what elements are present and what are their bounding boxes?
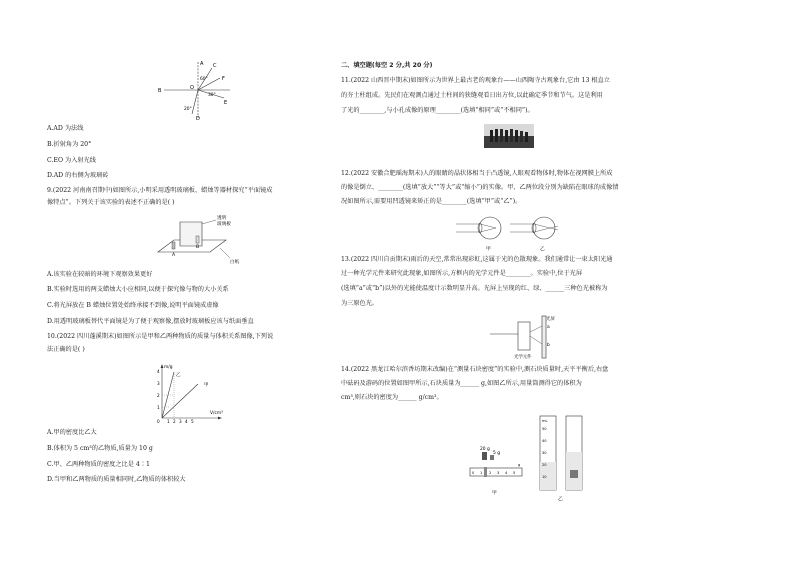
scale-tick: 1	[480, 471, 483, 475]
candle-B-label: B	[196, 245, 200, 250]
scale-unit: g	[518, 463, 521, 467]
element-label: 光学元件	[514, 355, 532, 360]
q13-line4: 为三原色光。	[341, 300, 379, 307]
balance-scale-figure	[466, 444, 526, 496]
q10-option-a: A.甲的密度比乙大	[47, 429, 97, 436]
q8-option-b: B.折射角为 20°	[47, 141, 92, 148]
graph-series-a: 甲	[204, 383, 209, 388]
point-b: b	[547, 343, 550, 348]
scale-tick: 5	[513, 471, 516, 475]
y-tick: 3	[157, 381, 160, 386]
point-a: a	[547, 325, 550, 330]
q12-line3: 况如图所示,需要用凹透镜来矫正的是________(选填“甲”或“乙”)。	[341, 198, 522, 205]
q11-line1: 11.(2022 山西晋中期末)如图所示为世界上最古老的观象台——山西陶寺古观象台,它由 13 根直立	[341, 77, 610, 84]
q9-option-d: D.用透明玻璃板替代平面镜是为了便于观察像,摆放时玻璃板应该与纸面垂直	[47, 318, 254, 325]
label-D: D	[196, 116, 200, 120]
section-title: 二、填空题(每空 2 分,共 20 分)	[341, 62, 433, 69]
label-30: 30°	[208, 93, 216, 98]
y-tick: 1	[157, 405, 160, 410]
eye-label-a: 甲	[486, 247, 491, 252]
q14-line1: 14.(2022 黑龙江哈尔滨香坊期末改编)在“测量石块密度”的实验中,测石块质量时,天平平衡后,右盘	[341, 366, 609, 373]
cyl-unit: mL	[542, 419, 548, 423]
graph-series-b: 乙	[176, 373, 181, 378]
label-B: B	[158, 88, 162, 94]
origin-label: 0	[157, 419, 160, 424]
q13-line1: 13.(2022 四川自贡期末)雨后的天空,常常出现彩虹,这属于光的色散现象。我们通常让一束太阳光通	[341, 256, 613, 263]
x-tick: 2	[173, 419, 176, 424]
q11-line3: 了光的________,与小孔成像的原理________(选填“相同”或“不相同”)。	[341, 107, 534, 114]
x-tick: 4	[185, 419, 188, 424]
plane-mirror-figure	[150, 214, 250, 266]
q13-line2: 过一种光学元件来研究此现象,如图所示,方框内的光学元件是________。实验中,位于光屏	[341, 270, 583, 277]
q8-option-d: D.AD 的右侧为玻璃砖	[47, 172, 109, 179]
observatory-photo	[484, 124, 534, 148]
paper-label: 白纸	[230, 260, 240, 265]
scale-tick: 4	[505, 471, 508, 475]
candle-A-label: A	[172, 253, 176, 258]
cyl-tick: 40	[542, 439, 547, 443]
label-20: 20°	[184, 107, 192, 112]
y-tick: 4	[157, 369, 160, 374]
graph-ylabel: m/g	[164, 365, 173, 370]
refraction-angle-figure	[150, 58, 240, 120]
q12-line1: 12.(2022 安徽合肥瑶海期末)人的眼睛的晶状体相当于凸透镜,人眼观看物体时,物体在视网膜上所成	[341, 170, 613, 177]
scale-tick: 0	[472, 471, 475, 475]
q9-option-b: B.实验时选用的两支蜡烛大小应相同,以便于探究像与物的大小关系	[47, 286, 229, 293]
q8-option-a: A.AD 为法线	[47, 125, 84, 132]
q10-option-b: B.体积为 5 cm³的乙物质,质量为 10 g	[47, 445, 153, 452]
cyl-tick: 30	[542, 451, 547, 455]
weight-20g: 20 g	[480, 447, 490, 452]
eye-defect-figure	[452, 210, 572, 252]
cyl-tick: 50	[542, 427, 547, 431]
label-A: A	[200, 61, 204, 67]
fig-label-a: 甲	[492, 491, 497, 496]
label-E: E	[224, 100, 228, 106]
q10-stem-line2: 法正确的是( )	[47, 346, 85, 353]
q10-option-d: D.当甲和乙两物质的质量相同时,乙物质的体积较大	[47, 476, 186, 483]
eye-label-b: 乙	[540, 247, 545, 252]
label-C: C	[213, 63, 217, 69]
weight-5g: 5 g	[493, 451, 500, 456]
q11-line2: 的夯土柱组成。先民们在观测点通过土柱间的狭缝观看日出方位,以此确定季节和节气。这是利用	[341, 92, 603, 99]
q9-stem-line2: 像特点”。下列关于该实验的表述不正确的是( )	[47, 199, 175, 206]
x-tick: 1	[167, 419, 170, 424]
x-tick: 3	[179, 419, 182, 424]
label-60: 60°	[200, 77, 208, 82]
q14-line2: 中砝码及游码的位置如图甲所示,石块质量为______ g,如图乙所示,用量筒测得它的体积为	[341, 380, 582, 387]
dispersion-figure	[488, 314, 558, 360]
label-O: O	[190, 85, 194, 91]
graduated-cylinder-figure	[534, 412, 594, 502]
q14-line3: cm³,则石块的密度为______ g/cm³。	[341, 394, 443, 401]
scale-tick: 2	[489, 471, 492, 475]
mass-volume-graph	[150, 362, 235, 424]
q9-option-a: A.该实验在较暗的环境下观察效果更好	[47, 271, 153, 278]
glass-label-1: 透明	[217, 216, 227, 221]
screen-label: 光屏	[546, 317, 555, 322]
q10-option-c: C.甲、乙两种物质的密度之比是 4∶1	[47, 461, 150, 468]
x-tick: 5	[191, 419, 194, 424]
q9-option-c: C.将光屏放在 B 蜡烛位置处始终承接不到像,说明平面镜成虚像	[47, 302, 219, 309]
glass-label-2: 玻璃板	[217, 222, 231, 227]
fig-label-b: 乙	[558, 497, 563, 502]
q10-stem-line1: 10.(2022 四川蓬溪期末)如图所示是甲和乙两种物质的质量与体积关系图像,下列说	[47, 333, 274, 340]
q8-option-c: C.EO 为入射光线	[47, 157, 96, 164]
q12-line2: 的像是倒立、________(选填“放大”“等大”或“缩小”)的实像。甲、乙两位段分别为缺陷在眼球的成像情	[341, 184, 619, 191]
q9-stem-line1: 9.(2022 河南南召期中)如图所示,小明采用透明玻璃板、蜡烛等器材探究“平面镜成	[47, 187, 273, 194]
scale-tick: 3	[497, 471, 500, 475]
cyl-tick: 10	[542, 475, 547, 479]
label-F: F	[222, 76, 225, 82]
y-tick: 2	[157, 393, 160, 398]
graph-xlabel: V/cm³	[210, 411, 223, 416]
cyl-tick: 20	[542, 463, 547, 467]
q13-line3: (选填“a”或“b”)以外的光能使温度计示数明显升高。光屏上呈现的红、绿、______三种色光被称为	[341, 285, 608, 292]
